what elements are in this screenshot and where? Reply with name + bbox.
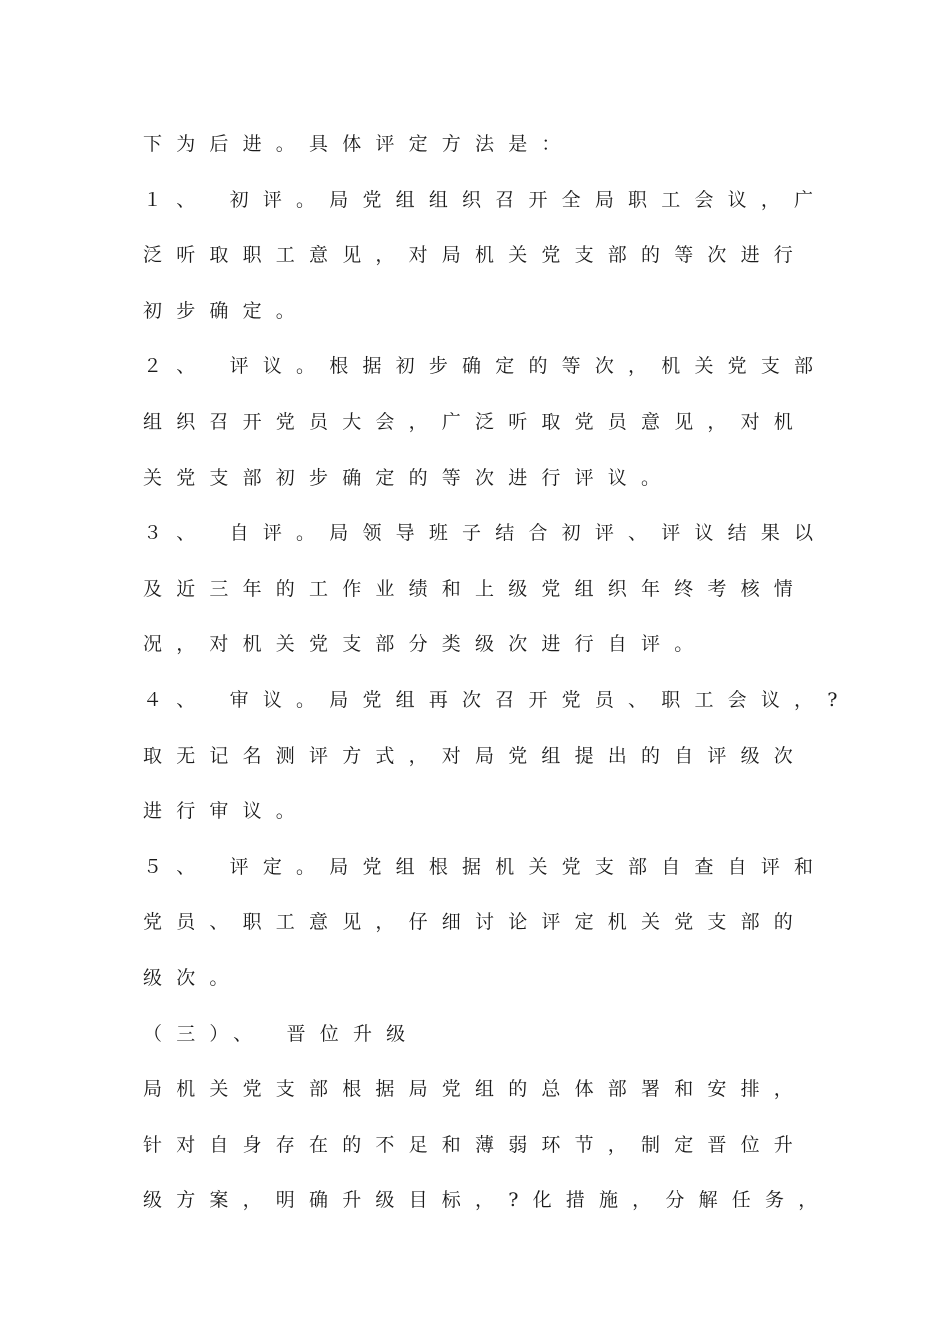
text-line: 局机关党支部根据局党组的总体部署和安排， xyxy=(143,1078,808,1101)
body-text xyxy=(143,126,852,1238)
text-line: ２、 评议。根据初步确定的等次，机关党支部 xyxy=(143,355,828,378)
text-line: 初步确定。 xyxy=(143,299,310,322)
text-line: 下为后进。具体评定方法是： xyxy=(143,133,575,155)
text-line: 针对自身存在的不足和薄弱环节，制定晋位升 xyxy=(143,1133,808,1156)
section-heading: （三）、 晋位升级 xyxy=(143,1022,420,1045)
text-line: ５、 评定。局党组根据机关党支部自查自评和 xyxy=(143,855,828,878)
text-line: 组织召开党员大会，广泛听取党员意见，对机 xyxy=(143,410,808,433)
text-line: 关党支部初步确定的等次进行评议。 xyxy=(143,466,675,489)
text-line: 级次。 xyxy=(143,966,243,989)
text-line: 况，对机关党支部分类级次进行自评。 xyxy=(143,633,708,656)
text-line: １、 初评。局党组组织召开全局职工会议，广 xyxy=(143,188,828,211)
text-line: ３、 自评。局领导班子结合初评、评议结果以 xyxy=(143,522,828,545)
text-line: ４、 审议。局党组再次召开党员、职工会议，? xyxy=(143,688,852,711)
text-line: 级方案，明确升级目标，?化措施，分解任务， xyxy=(143,1189,832,1212)
text-line: 及近三年的工作业绩和上级党组织年终考核情 xyxy=(143,577,808,600)
text-line: 取无记名测评方式，对局党组提出的自评级次 xyxy=(143,744,808,767)
text-line: 党员、职工意见，仔细讨论评定机关党支部的 xyxy=(143,911,808,934)
text-line: 泛听取职工意见，对局机关党支部的等次进行 xyxy=(143,244,808,267)
text-line: 进行审议。 xyxy=(143,800,310,823)
